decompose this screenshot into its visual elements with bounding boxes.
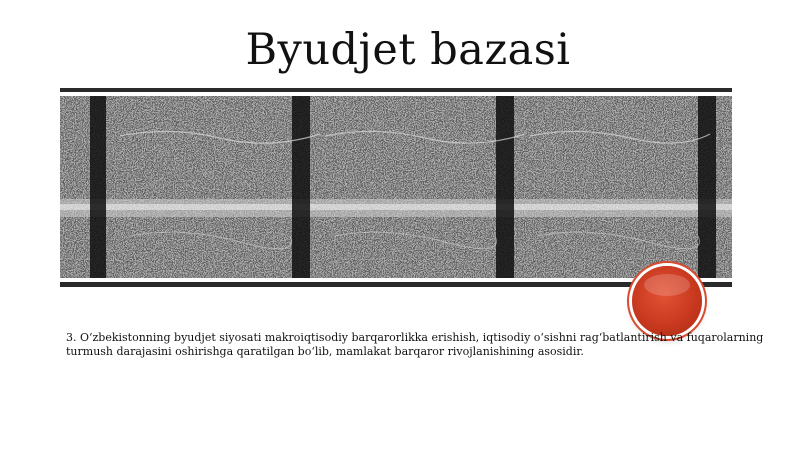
badge-highlight xyxy=(644,274,690,296)
banner-bottom-rule xyxy=(60,282,732,287)
banner-top-rule xyxy=(60,88,732,92)
slide-paragraph: 3. O‘zbekistonning byudjet siyosati makroiqtisodiy barqarorlikka erishish, iqtisodiy o‘sishni rag‘batlantirish va fuqarolarning turmush darajasini oshirishga qaratilgan bo‘lib, mamlakat barqaror rivojlanishining asosidir. xyxy=(66,331,764,358)
grainy-photo-strip xyxy=(60,96,732,278)
slide-title: Byudjet bazasi xyxy=(245,25,571,75)
banner-image xyxy=(60,88,732,288)
red-circle-badge xyxy=(632,266,702,336)
